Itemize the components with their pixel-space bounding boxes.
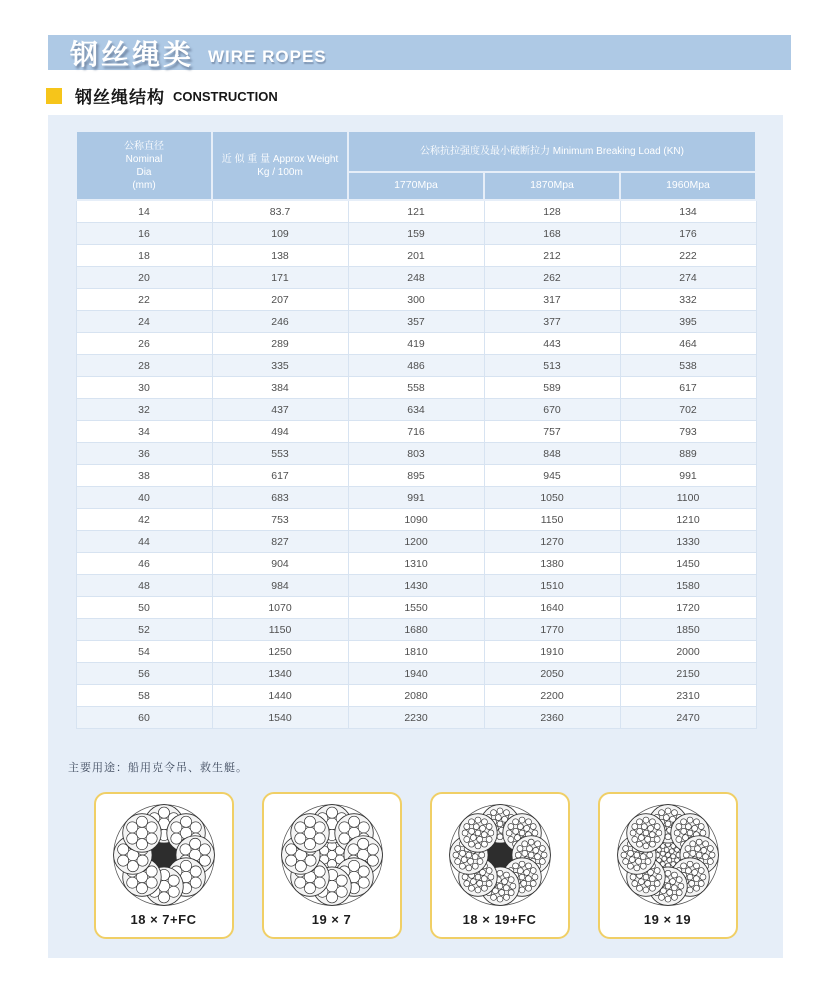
- table-cell: 2230: [348, 707, 484, 729]
- table-cell: 30: [76, 377, 212, 399]
- table-row: [76, 311, 756, 333]
- table-cell: 1090: [348, 509, 484, 531]
- table-cell: 702: [620, 399, 756, 421]
- table-cell: 2050: [484, 663, 620, 685]
- table-cell: 2470: [620, 707, 756, 729]
- table-cell: 1680: [348, 619, 484, 641]
- table-cell: 44: [76, 531, 212, 553]
- col-header-weight-line1: 近 似 重 量 Approx Weight: [221, 153, 339, 165]
- table-cell: 753: [212, 509, 348, 531]
- spec-table-header: [76, 131, 756, 200]
- table-cell: 1580: [620, 575, 756, 597]
- table-cell: 1440: [212, 685, 348, 707]
- rope-construction-label: 18 × 19+FC: [462, 912, 537, 927]
- table-cell: 395: [620, 311, 756, 333]
- table-cell: 1210: [620, 509, 756, 531]
- table-cell: 2200: [484, 685, 620, 707]
- table-cell: 617: [212, 465, 348, 487]
- grade-header: 1770Mpa: [348, 172, 484, 200]
- table-cell: 28: [76, 355, 212, 377]
- table-cell: 827: [212, 531, 348, 553]
- table-cell: 262: [484, 267, 620, 289]
- table-cell: 222: [620, 245, 756, 267]
- table-cell: 24: [76, 311, 212, 333]
- table-cell: 171: [212, 267, 348, 289]
- rope-construction-label: 19 × 19: [643, 912, 692, 927]
- col-header-dia-zh: 公称直径: [124, 140, 164, 152]
- table-row: [76, 245, 756, 267]
- table-cell: 716: [348, 421, 484, 443]
- table-cell: 2080: [348, 685, 484, 707]
- table-row: [76, 597, 756, 619]
- table-cell: 1640: [484, 597, 620, 619]
- table-row: [76, 707, 756, 729]
- table-row: [76, 289, 756, 311]
- rope-cross-section-card: [598, 792, 738, 939]
- table-row: [76, 333, 756, 355]
- table-cell: 46: [76, 553, 212, 575]
- table-cell: 32: [76, 399, 212, 421]
- table-row: [76, 355, 756, 377]
- table-cell: 1150: [484, 509, 620, 531]
- rope-cross-section-image: [613, 799, 723, 911]
- rope-construction-label: 18 × 7+FC: [130, 912, 197, 927]
- table-cell: 26: [76, 333, 212, 355]
- section-title-en: CONSTRUCTION: [173, 89, 278, 104]
- table-cell: 1540: [212, 707, 348, 729]
- table-cell: 54: [76, 641, 212, 663]
- table-cell: 274: [620, 267, 756, 289]
- table-cell: 212: [484, 245, 620, 267]
- grade-header: 1960Mpa: [620, 172, 756, 200]
- table-cell: 991: [620, 465, 756, 487]
- rope-cross-section-image: [109, 799, 219, 911]
- table-cell: 128: [484, 200, 620, 223]
- table-cell: 889: [620, 443, 756, 465]
- cross-section-cards: [48, 792, 783, 939]
- table-row: [76, 553, 756, 575]
- table-cell: 1380: [484, 553, 620, 575]
- table-cell: 357: [348, 311, 484, 333]
- table-cell: 803: [348, 443, 484, 465]
- rope-construction-label: 19 × 7: [311, 912, 352, 927]
- table-cell: 176: [620, 223, 756, 245]
- table-cell: 904: [212, 553, 348, 575]
- col-header-nominal-dia: [76, 131, 212, 200]
- table-cell: 50: [76, 597, 212, 619]
- table-cell: 464: [620, 333, 756, 355]
- yellow-square-bullet-icon: [46, 88, 62, 104]
- table-cell: 300: [348, 289, 484, 311]
- table-cell: 36: [76, 443, 212, 465]
- table-row: [76, 443, 756, 465]
- table-row: [76, 200, 756, 223]
- table-cell: 494: [212, 421, 348, 443]
- table-row: [76, 487, 756, 509]
- table-cell: 42: [76, 509, 212, 531]
- table-cell: 2000: [620, 641, 756, 663]
- col-header-approx-weight: [212, 131, 348, 200]
- col-header-weight-line2: Kg / 100m: [257, 166, 303, 178]
- table-row: [76, 685, 756, 707]
- table-cell: 589: [484, 377, 620, 399]
- table-cell: 437: [212, 399, 348, 421]
- table-cell: 134: [620, 200, 756, 223]
- table-cell: 168: [484, 223, 620, 245]
- table-cell: 335: [212, 355, 348, 377]
- table-cell: 201: [348, 245, 484, 267]
- table-row: [76, 267, 756, 289]
- table-cell: 40: [76, 487, 212, 509]
- spec-table: [75, 130, 757, 729]
- table-cell: 1310: [348, 553, 484, 575]
- col-header-breaking-load-group: 公称抗拉强度及最小破断拉力 Minimum Breaking Load (KN): [348, 131, 756, 172]
- table-cell: 377: [484, 311, 620, 333]
- rope-cross-section-card: [430, 792, 570, 939]
- table-cell: 443: [484, 333, 620, 355]
- table-cell: 1510: [484, 575, 620, 597]
- table-row: [76, 619, 756, 641]
- rope-cross-section-image: [277, 799, 387, 911]
- table-cell: 419: [348, 333, 484, 355]
- table-cell: 58: [76, 685, 212, 707]
- table-cell: 1940: [348, 663, 484, 685]
- table-cell: 34: [76, 421, 212, 443]
- table-cell: 109: [212, 223, 348, 245]
- table-cell: 60: [76, 707, 212, 729]
- table-row: [76, 575, 756, 597]
- rope-cross-section-card: [94, 792, 234, 939]
- rope-cross-section-image: [445, 799, 555, 911]
- table-cell: 14: [76, 200, 212, 223]
- table-row: [76, 465, 756, 487]
- table-cell: 2360: [484, 707, 620, 729]
- table-row: [76, 421, 756, 443]
- table-cell: 848: [484, 443, 620, 465]
- table-row: [76, 399, 756, 421]
- table-cell: 48: [76, 575, 212, 597]
- table-cell: 2150: [620, 663, 756, 685]
- table-cell: 1150: [212, 619, 348, 641]
- table-cell: 1450: [620, 553, 756, 575]
- table-cell: 617: [620, 377, 756, 399]
- table-row: [76, 641, 756, 663]
- table-row: [76, 531, 756, 553]
- table-cell: 984: [212, 575, 348, 597]
- table-cell: 138: [212, 245, 348, 267]
- page-title-zh: 钢丝绳类: [70, 38, 195, 70]
- table-cell: 159: [348, 223, 484, 245]
- table-cell: 486: [348, 355, 484, 377]
- table-cell: 16: [76, 223, 212, 245]
- table-row: [76, 377, 756, 399]
- table-cell: 22: [76, 289, 212, 311]
- table-cell: 38: [76, 465, 212, 487]
- content-panel: [48, 115, 783, 958]
- table-cell: 289: [212, 333, 348, 355]
- usage-note: 主要用途：船用克令吊、救生艇。: [68, 762, 248, 774]
- spec-table-body: [76, 200, 756, 729]
- table-cell: 248: [348, 267, 484, 289]
- page-title-en: WIRE ROPES: [208, 46, 327, 66]
- page-banner: [48, 35, 791, 70]
- table-cell: 1720: [620, 597, 756, 619]
- table-cell: 558: [348, 377, 484, 399]
- table-cell: 1250: [212, 641, 348, 663]
- table-cell: 317: [484, 289, 620, 311]
- table-cell: 20: [76, 267, 212, 289]
- table-cell: 52: [76, 619, 212, 641]
- table-cell: 207: [212, 289, 348, 311]
- col-header-dia-unit: (mm): [132, 179, 156, 191]
- table-cell: 634: [348, 399, 484, 421]
- table-cell: 1910: [484, 641, 620, 663]
- table-cell: 1270: [484, 531, 620, 553]
- table-cell: 2310: [620, 685, 756, 707]
- table-cell: 1200: [348, 531, 484, 553]
- table-cell: 18: [76, 245, 212, 267]
- rope-cross-section-card: [262, 792, 402, 939]
- table-cell: 513: [484, 355, 620, 377]
- table-cell: 1550: [348, 597, 484, 619]
- table-cell: 793: [620, 421, 756, 443]
- table-cell: 1050: [484, 487, 620, 509]
- section-heading: [46, 83, 278, 108]
- table-cell: 895: [348, 465, 484, 487]
- table-cell: 246: [212, 311, 348, 333]
- table-cell: 1070: [212, 597, 348, 619]
- grade-header: 1870Mpa: [484, 172, 620, 200]
- table-row: [76, 663, 756, 685]
- table-cell: 1770: [484, 619, 620, 641]
- table-cell: 83.7: [212, 200, 348, 223]
- table-cell: 1100: [620, 487, 756, 509]
- table-cell: 384: [212, 377, 348, 399]
- table-row: [76, 223, 756, 245]
- table-cell: 56: [76, 663, 212, 685]
- table-cell: 332: [620, 289, 756, 311]
- col-header-dia-en2: Dia: [136, 166, 152, 178]
- table-cell: 683: [212, 487, 348, 509]
- table-cell: 1340: [212, 663, 348, 685]
- table-cell: 757: [484, 421, 620, 443]
- table-cell: 121: [348, 200, 484, 223]
- table-cell: 945: [484, 465, 620, 487]
- table-cell: 670: [484, 399, 620, 421]
- col-header-dia-en1: Nominal: [125, 153, 163, 165]
- section-title-zh: 钢丝绳结构: [75, 88, 165, 107]
- table-cell: 1430: [348, 575, 484, 597]
- table-cell: 991: [348, 487, 484, 509]
- table-row: [76, 509, 756, 531]
- table-cell: 553: [212, 443, 348, 465]
- table-cell: 1850: [620, 619, 756, 641]
- table-cell: 1330: [620, 531, 756, 553]
- table-cell: 538: [620, 355, 756, 377]
- table-cell: 1810: [348, 641, 484, 663]
